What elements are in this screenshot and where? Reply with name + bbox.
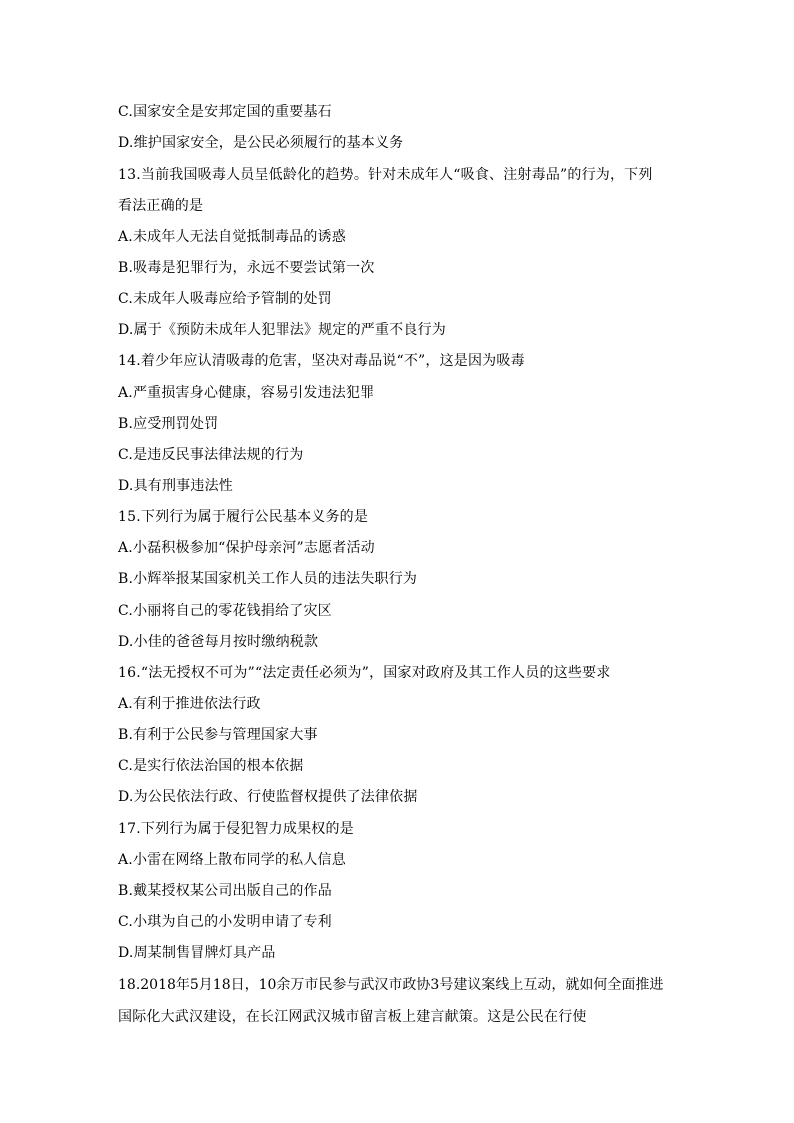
option-a-q17: A.小雷在网络上散布同学的私人信息 (118, 852, 346, 868)
question-14: 14.着少年应认清吸毒的危害，坚决对毒品说“不”，这是因为吸毒 (118, 353, 525, 369)
option-c-q15: C.小丽将自己的零花钱捐给了灾区 (118, 603, 332, 619)
option-c-q12: C.国家安全是安邦定国的重要基石 (118, 104, 332, 120)
option-a-q14: A.严重损害身心健康，容易引发违法犯罪 (118, 385, 375, 401)
option-a-q15: A.小磊积极参加“保护母亲河”志愿者活动 (118, 540, 375, 556)
option-c-q13: C.未成年人吸毒应给予管制的处罚 (118, 291, 332, 307)
option-c-q16: C.是实行依法治国的根本依据 (118, 758, 304, 774)
option-b-q17: B.戴某授权某公司出版自己的作品 (118, 883, 332, 899)
question-18-line-1: 18.2018年5月18日，10余万市民参与武汉市政协3号建议案线上互动，就如何全面推进 (118, 977, 664, 993)
option-b-q15: B.小辉举报某国家机关工作人员的违法失职行为 (118, 571, 418, 587)
question-18-line-2: 国际化大武汉建设，在长江网武汉城市留言板上建言献策。这是公民在行使 (118, 1009, 587, 1025)
question-13-line-2: 看法正确的是 (118, 198, 204, 214)
option-d-q17: D.周某制售冒牌灯具产品 (118, 945, 276, 961)
option-d-q14: D.具有刑事违法性 (118, 478, 233, 494)
option-a-q16: A.有利于推进依法行政 (118, 696, 261, 712)
option-b-q14: B.应受刑罚处罚 (118, 416, 219, 432)
question-15: 15.下列行为属于履行公民基本义务的是 (118, 509, 369, 525)
option-d-q16: D.为公民依法行政、行使监督权提供了法律依据 (118, 789, 418, 805)
question-13-line-1: 13.当前我国吸毒人员呈低龄化的趋势。针对未成年人“吸食、注射毒品”的行为，下列 (118, 167, 653, 183)
question-16: 16.“法无授权不可为”“法定责任必须为”，国家对政府及其工作人员的这些要求 (118, 665, 611, 681)
option-c-q17: C.小琪为自己的小发明申请了专利 (118, 914, 332, 930)
option-b-q13: B.吸毒是犯罪行为，永远不要尝试第一次 (118, 260, 375, 276)
option-a-q13: A.未成年人无法自觉抵制毒品的诱惑 (118, 229, 346, 245)
option-d-q12: D.维护国家安全，是公民必须履行的基本义务 (118, 135, 404, 151)
option-c-q14: C.是违反民事法律法规的行为 (118, 447, 304, 463)
option-b-q16: B.有利于公民参与管理国家大事 (118, 727, 318, 743)
option-d-q13: D.属于《预防未成年人犯罪法》规定的严重不良行为 (118, 322, 446, 338)
option-d-q15: D.小佳的爸爸每月按时缴纳税款 (118, 634, 319, 650)
question-17: 17.下列行为属于侵犯智力成果权的是 (118, 821, 354, 837)
